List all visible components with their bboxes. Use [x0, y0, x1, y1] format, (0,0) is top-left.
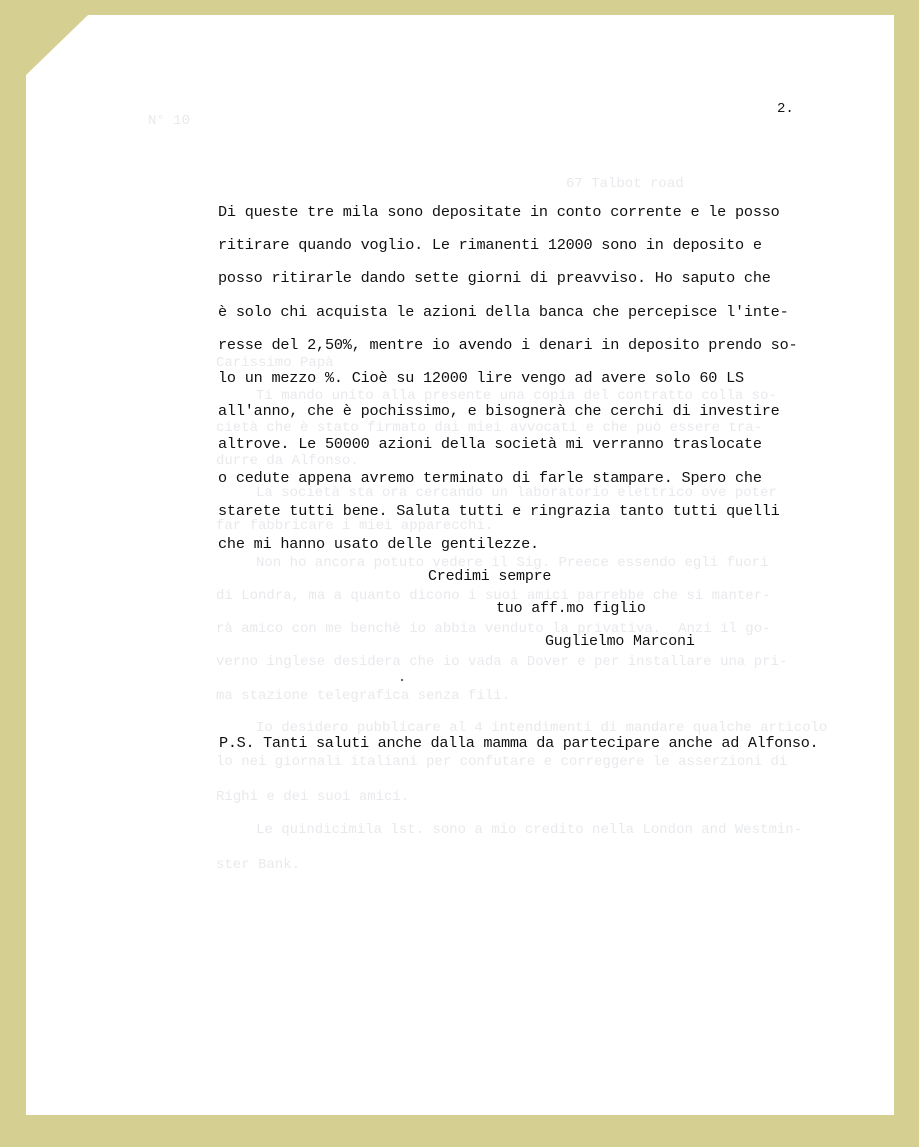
postscript: P.S. Tanti saluti anche dalla mamma da partecipare anche ad Alfonso.: [219, 734, 819, 752]
body-line: lo un mezzo %. Cioè su 12000 lire vengo ad avere solo 60 LS: [218, 368, 744, 387]
body-line: altrove. Le 50000 azioni della società mi verranno traslocate: [218, 435, 762, 454]
closing-line: tuo aff.mo figlio: [496, 600, 646, 617]
body-line: starete tutti bene. Saluta tutti e ringrazia tanto tutti quelli: [218, 501, 780, 520]
body-line: o cedute appena avremo terminato di farle stampare. Spero che: [218, 468, 762, 487]
page-number: 2.: [777, 101, 794, 117]
body-line: ritirare quando voglio. Le rimanenti 12000 sono in deposito e: [218, 236, 762, 255]
letter-body: [218, 196, 798, 561]
ink-speck: [401, 679, 403, 681]
body-line: all'anno, che è pochissimo, e bisognerà che cerchi di investire: [218, 402, 780, 421]
closing-line: Credimi sempre: [428, 568, 552, 585]
body-line: che mi hanno usato delle gentilezze.: [218, 534, 539, 553]
body-line: è solo chi acquista le azioni della banca che percepisce l'inte-: [218, 302, 789, 321]
body-line: Di queste tre mila sono depositate in conto corrente e le posso: [218, 203, 780, 221]
body-line: posso ritirarle dando sette giorni di preavviso. Ho saputo che: [218, 269, 771, 288]
signature: Guglielmo Marconi: [545, 633, 695, 650]
body-line: resse del 2,50%, mentre io avendo i denari in deposito prendo so-: [218, 335, 798, 354]
